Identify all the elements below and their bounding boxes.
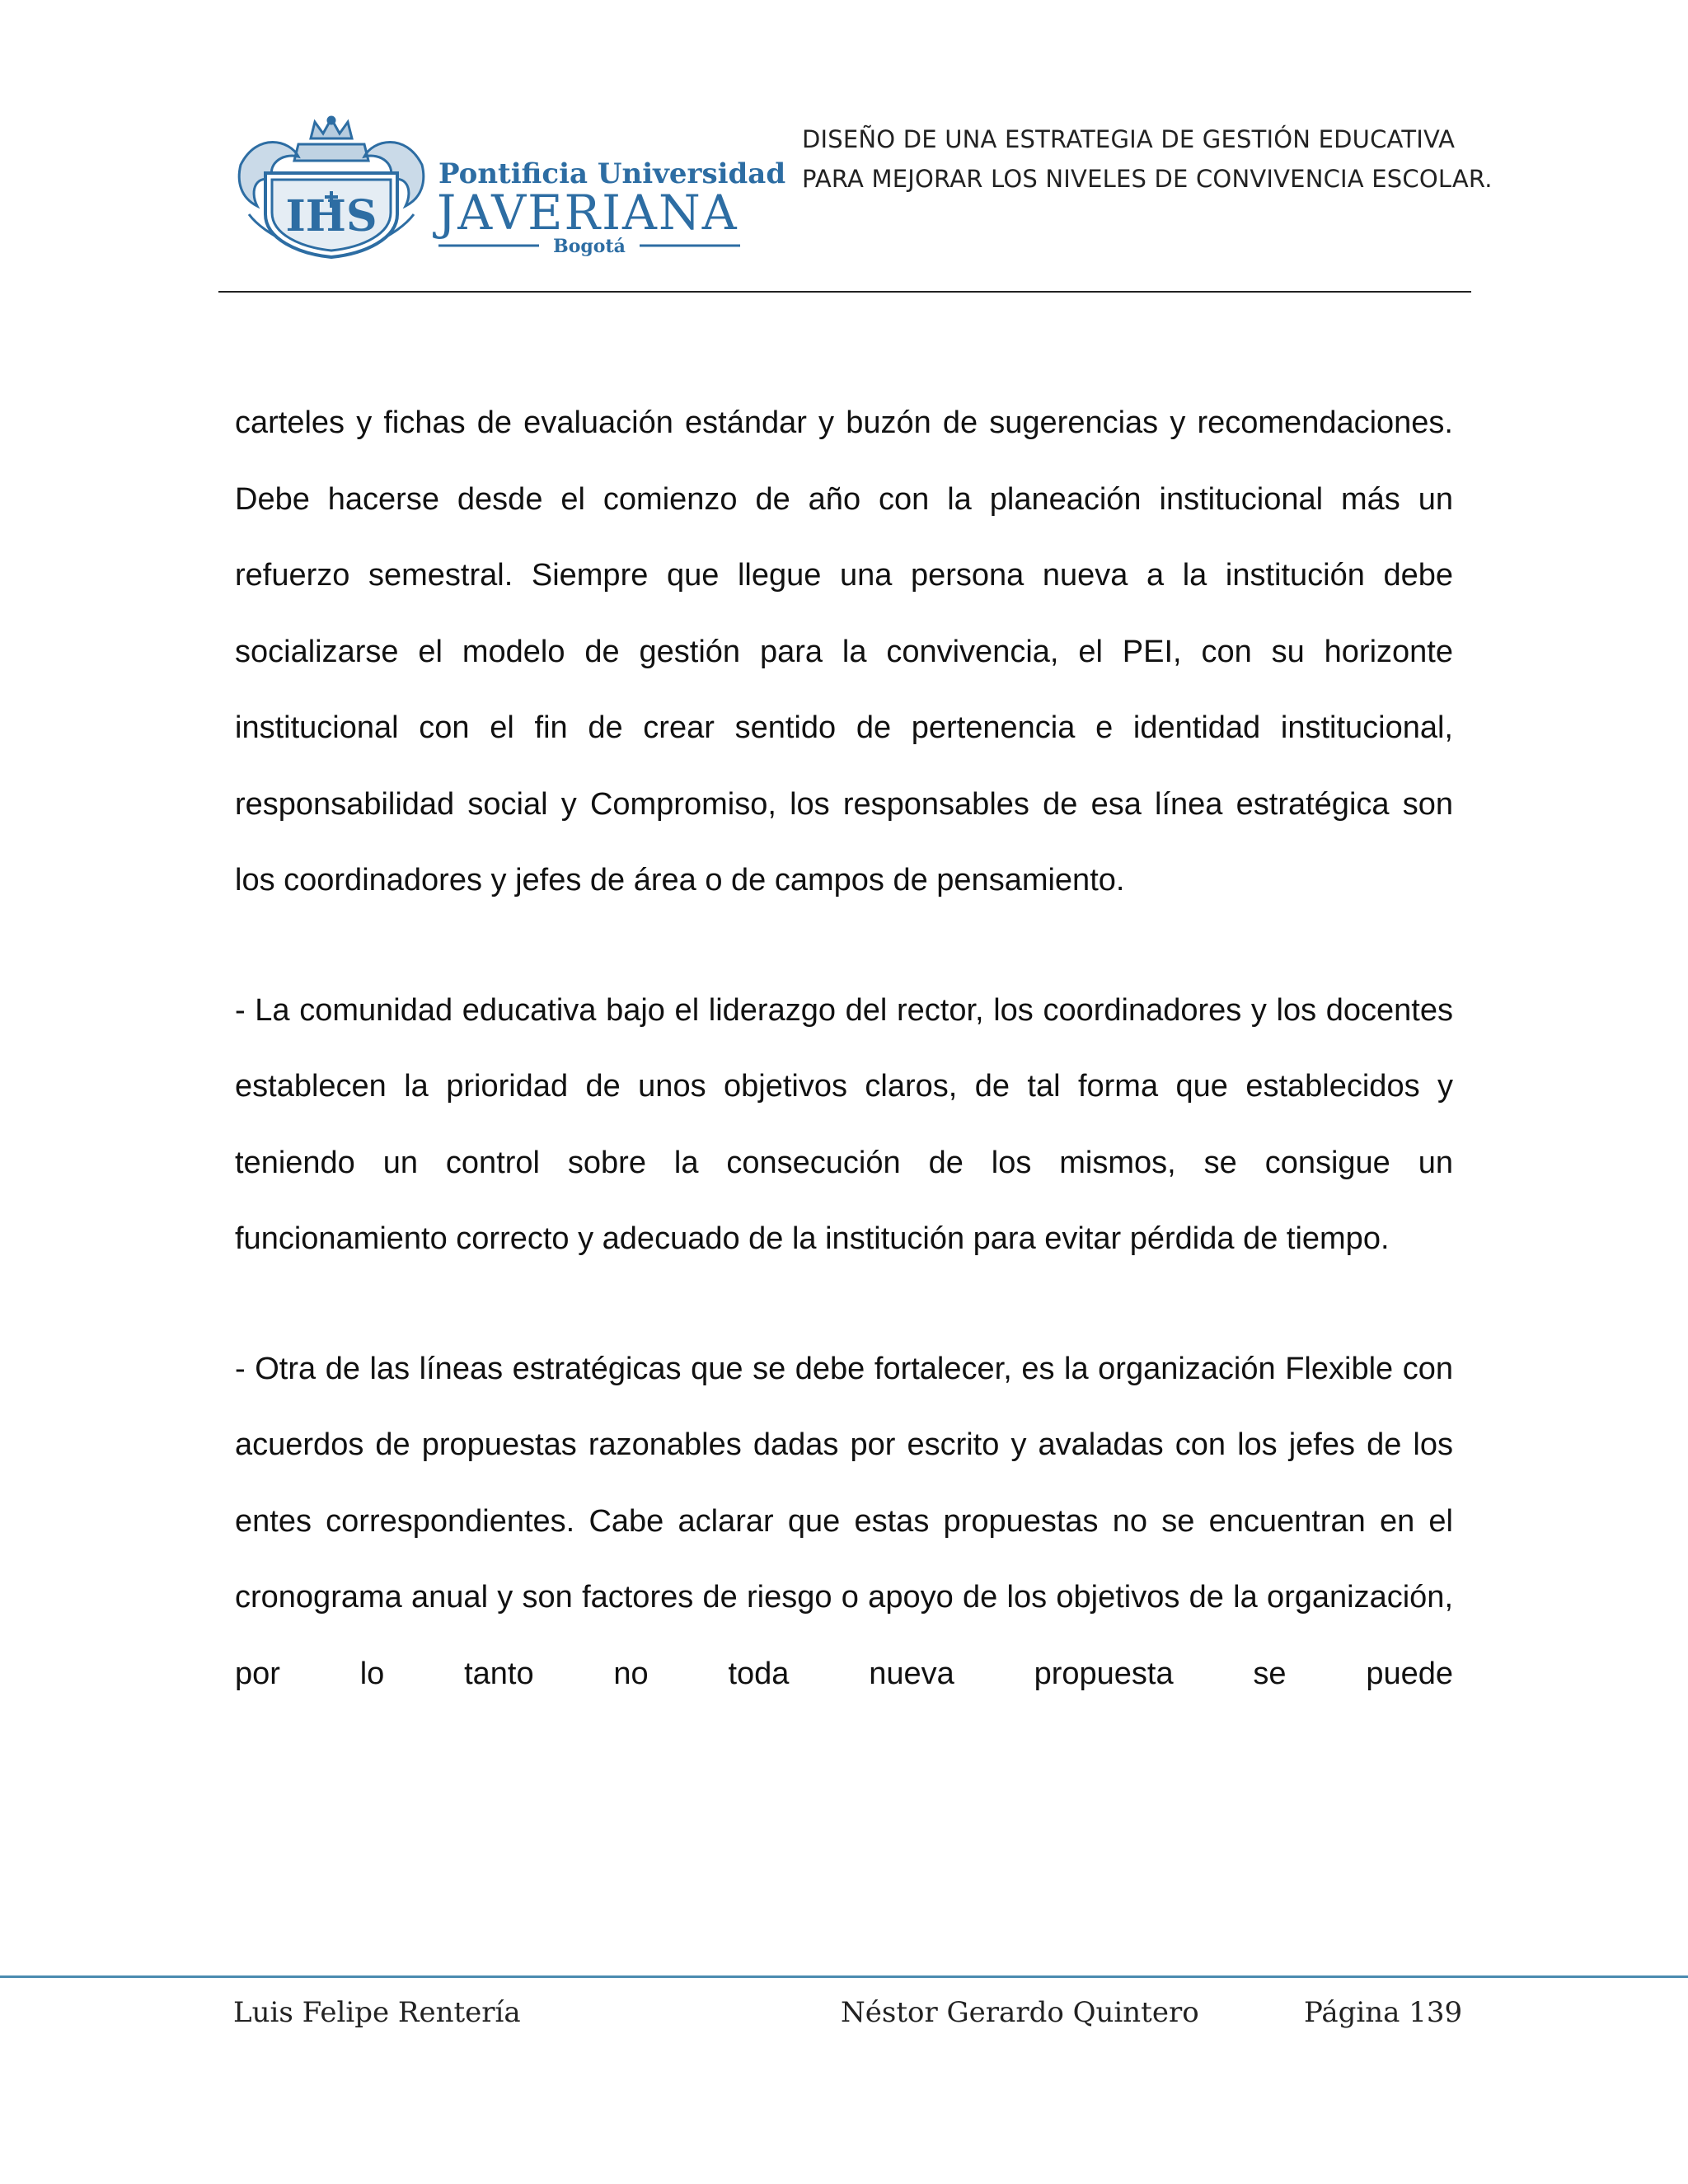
document-title bbox=[802, 120, 1493, 199]
header-divider bbox=[218, 291, 1471, 293]
logo-line-3: Bogotá bbox=[553, 236, 626, 257]
footer-divider bbox=[0, 1975, 1688, 1978]
title-line-1: DISEÑO DE UNA ESTRATEGIA DE GESTIÓN EDUCATIVA bbox=[802, 125, 1456, 153]
paragraph-3: - Otra de las líneas estratégicas que se debe fortalecer, es la organización Flexible con acuerdos de propuestas razonables dadas por escrito y avaladas con los jefes de los entes correspondientes. Cabe aclarar que estas propuestas no se encuentran en el cronograma anual y son factores de riesgo o apoyo de los objetivos de la organización, por lo tanto no toda nueva propuesta se puede bbox=[235, 1351, 1453, 1691]
paragraph-1: carteles y fichas de evaluación estándar y buzón de sugerencias y recomendaciones. Debe hacerse desde el comienzo de año con la planeación institucional más un refuerzo semestral. Siempre que llegue una persona nueva a la institución debe socializarse el modelo de gestión para la convivencia, el PEI, con su horizonte institucional con el fin de crear sentido de pertenencia e identidad institucional, responsabilidad social y Compromiso, los responsables de esa línea estratégica son los coordinadores y jefes de área o de campos de pensamiento. bbox=[235, 405, 1453, 898]
footer-author-2: Néstor Gerardo Quintero bbox=[841, 1996, 1199, 2029]
logo-line-2: JAVERIANA bbox=[437, 185, 738, 241]
university-logo bbox=[232, 115, 786, 260]
monogram-text: IHS bbox=[285, 191, 377, 241]
page-number: Página 139 bbox=[1304, 1996, 1463, 2029]
body-content bbox=[235, 385, 1453, 1712]
logo-line-1: Pontificia Universidad bbox=[438, 157, 786, 190]
footer-author-1: Luis Felipe Rentería bbox=[233, 1996, 521, 2029]
paragraph-2: - La comunidad educativa bajo el liderazgo del rector, los coordinadores y los docentes establecen la prioridad de unos objetivos claros, de tal forma que establecidos y teniendo un control sobre la consecución de los mismos, se consigue un funcionamiento correcto y adecuado de la institución para evitar pérdida de tiempo. bbox=[235, 992, 1453, 1256]
title-line-2: PARA MEJORAR LOS NIVELES DE CONVIVENCIA ESCOLAR. bbox=[802, 165, 1493, 193]
